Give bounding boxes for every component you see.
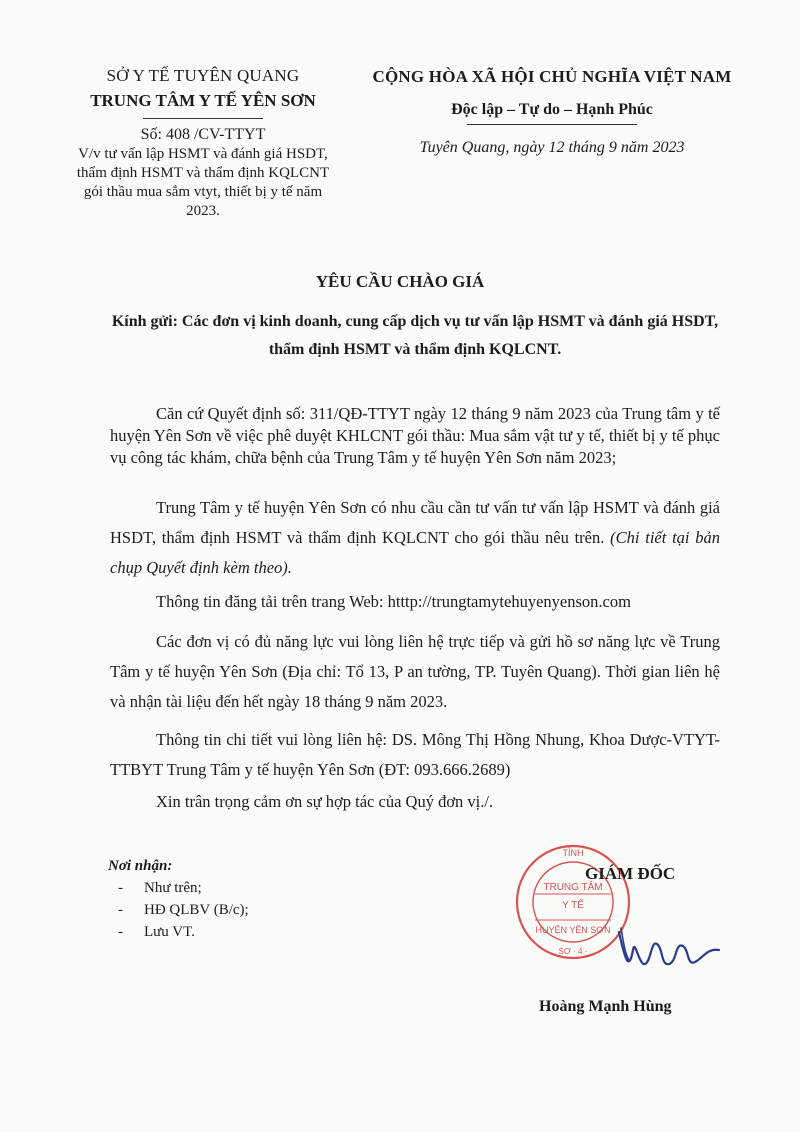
header-right xyxy=(352,64,752,159)
signature-block xyxy=(505,848,745,1032)
list-item: - Như trên; xyxy=(118,880,202,896)
signer-name: Hoàng Mạnh Hùng xyxy=(539,998,672,1015)
paragraph-contact-person: Thông tin chi tiết vui lòng liên hệ: DS. Mông Thị Hồng Nhung, Khoa Dược-VTYT-TTBYT Trung Tâm y tế huyện Yên Sơn (ĐT: 093.666.2689) xyxy=(110,730,720,779)
svg-text:HUYỆN YÊN SƠN: HUYỆN YÊN SƠN xyxy=(535,925,611,935)
place-and-date: Tuyên Quang, ngày 12 tháng 9 năm 2023 xyxy=(419,139,685,156)
recipients-block xyxy=(108,855,368,943)
list-item: - Lưu VT. xyxy=(118,924,195,940)
header-left xyxy=(58,64,348,221)
national-motto: Độc lập – Tự do – Hạnh Phúc xyxy=(451,101,653,118)
document-body xyxy=(110,403,720,813)
ministry-name: SỞ Y TẾ TUYÊN QUANG xyxy=(106,66,300,85)
svg-text:TỈNH: TỈNH xyxy=(562,848,584,858)
document-subject: V/v tư vấn lập HSMT và đánh giá HSDT, thẩm định HSMT và thẩm định KQLCNT gói thầu mua sắm vtyt, thiết bị y tế năm 2023. xyxy=(76,146,330,219)
organization-name: TRUNG TÂM Y TẾ YÊN SƠN xyxy=(90,91,316,110)
recipients-title: Nơi nhận: xyxy=(108,858,173,874)
paragraph-request xyxy=(110,493,720,583)
handwritten-signature-icon xyxy=(615,920,725,980)
svg-text:SƠ · 4 ·: SƠ · 4 · xyxy=(558,947,588,956)
paragraph-request-text: Trung Tâm y tế huyện Yên Sơn có nhu cầu cần tư vấn tư vấn lập HSMT và đánh giá HSDT, thẩm định HSMT và thẩm định KQLCNT cho gói thầu nêu trên. xyxy=(110,498,720,547)
document-title: YÊU CẦU CHÀO GIÁ xyxy=(315,272,485,291)
paragraph-request-note: (Chi tiết tại bản chụp Quyết định kèm theo). xyxy=(110,528,720,577)
svg-text:TRUNG TÂM: TRUNG TÂM xyxy=(543,882,603,893)
recipients-list xyxy=(108,877,368,943)
paragraph-legal-basis: Căn cứ Quyết định số: 311/QĐ-TTYT ngày 12 tháng 9 năm 2023 của Trung tâm y tế huyện Yên Sơn về việc phê duyệt KHLCNT gói thầu: Mua sắm vật tư y tế, thiết bị y tế phục vụ công tác khám, chữa bệnh của Trung Tâm y tế huyện Yên Sơn năm 2023; xyxy=(110,404,720,467)
paragraph-website: Thông tin đăng tải trên trang Web: htttp://trungtamytehuyenyenson.com xyxy=(156,592,631,611)
svg-text:Y TẾ: Y TẾ xyxy=(562,900,584,911)
header-left-underline xyxy=(143,118,263,119)
nation-name: CỘNG HÒA XÃ HỘI CHỦ NGHĨA VIỆT NAM xyxy=(372,67,732,86)
paragraph-thanks: Xin trân trọng cảm ơn sự hợp tác của Quý đơn vị./. xyxy=(156,792,494,811)
signer-position: GIÁM ĐỐC xyxy=(585,864,676,883)
list-item: - HĐ QLBV (B/c); xyxy=(118,902,249,918)
header-right-underline xyxy=(467,124,637,125)
paragraph-contact-submit: Các đơn vị có đủ năng lực vui lòng liên hệ trực tiếp và gửi hồ sơ năng lực về Trung Tâm y tế huyện Yên Sơn (Địa chỉ: Tổ 13, P an tường, TP. Tuyên Quang). Thời gian liên hệ và nhận tài liệu đến hết ngày 18 tháng 9 năm 2023. xyxy=(110,632,720,711)
document-number: Số: 408 /CV-TTYT xyxy=(140,126,266,143)
recipient-line: Kính gửi: Các đơn vị kinh doanh, cung cấp dịch vụ tư vấn lập HSMT và đánh giá HSDT, thẩm định HSMT và thẩm định KQLCNT. xyxy=(111,313,719,358)
